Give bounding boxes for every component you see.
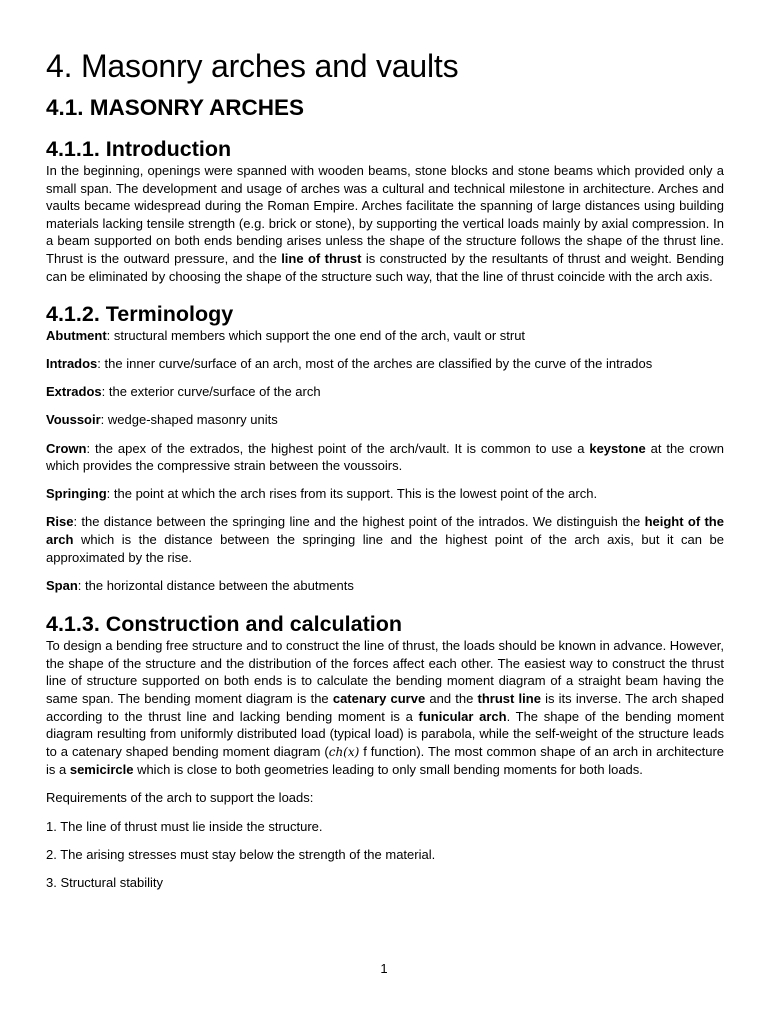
section-heading: 4.1. MASONRY ARCHES [46,95,304,120]
term-crown: Crown: the apex of the extrados, the highest point of the arch/vault. It is common to use a keystone at the crown which provides the compressive strain between the voussoirs. [46,440,724,474]
term-extrados: Extrados: the exterior curve/surface of the arch [46,384,321,400]
term-abutment: Abutment: structural members which support the one end of the arch, vault or strut [46,328,526,344]
requirements-intro: Requirements of the arch to support the loads: [46,790,314,806]
page-number: 1 [380,961,388,976]
term-springing: Springing: the point at which the arch rises from its support. This is the lowest point of the arch. [46,486,598,502]
requirement-item: 2. The arising stresses must stay below the strength of the material. [46,846,436,862]
term-intrados: Intrados: the inner curve/surface of an arch, most of the arches are classified by the curve of the intrados [46,356,653,372]
terminology-heading: 4.1.2. Terminology [46,302,234,327]
term-voussoir: Voussoir: wedge-shaped masonry units [46,412,278,428]
construction-heading: 4.1.3. Construction and calculation [46,612,403,637]
page-content [46,46,724,891]
chapter-title: 4. Masonry arches and vaults [46,48,459,84]
term-rise: Rise: the distance between the springing line and the highest point of the intrados. We distinguish the height of the arch which is the distance between the springing line and the highest point of the arch axis, but it can be approximated by the rise. [46,514,724,565]
requirement-item: 3. Structural stability [46,874,164,890]
introduction-paragraph: In the beginning, openings were spanned with wooden beams, stone blocks and stone beams which provided only a small span. The development and usage of arches was a cultural and technical milestone in architecture. Arches and vaults became widespread during the Roman Empire. Arches facilitate the spanning of large distances using building materials lacking tensile strength (e.g. brick or stone), by supporting the vertical loads mainly by axial compression. In a beam supported on both ends bending arises unless the shape of the structure follows the shape of the thrust line. Thrust is the outward pressure, and the line of thrust is constructed by the resultants of thrust and weight. Bending can be eliminated by choosing the shape of the structure such way, that the line of thrust coincide with the arch axis. [46,163,724,284]
math-expression: ch(x) [328,744,360,759]
requirement-item: 1. The line of thrust must lie inside the structure. [46,818,323,834]
term-span: Span: the horizontal distance between the abutments [46,577,354,593]
introduction-heading: 4.1.1. Introduction [46,137,232,161]
construction-paragraph: To design a bending free structure and to construct the line of thrust, the loads should be known in advance. However, the shape of the structure and the distribution of the forces affect each other. The easiest way to construct the thrust line of structure supported on both ends is to calculate the bending moment diagram of a straight beam having the same span. The bending moment diagram is the catenary curve and the thrust line is its inverse. The arch shaped according to the thrust line and lacking bending moment is a funicular arch. The shape of the bending moment diagram resulting from uniformly distributed load (typical load) is parabola, while the self-weight of the structure leads to a catenary shaped bending moment diagram (ch(x) f function). The most common shape of an arch in architecture is a semicircle which is close to both geometries leading to only small bending moments for both loads. [46,638,725,778]
